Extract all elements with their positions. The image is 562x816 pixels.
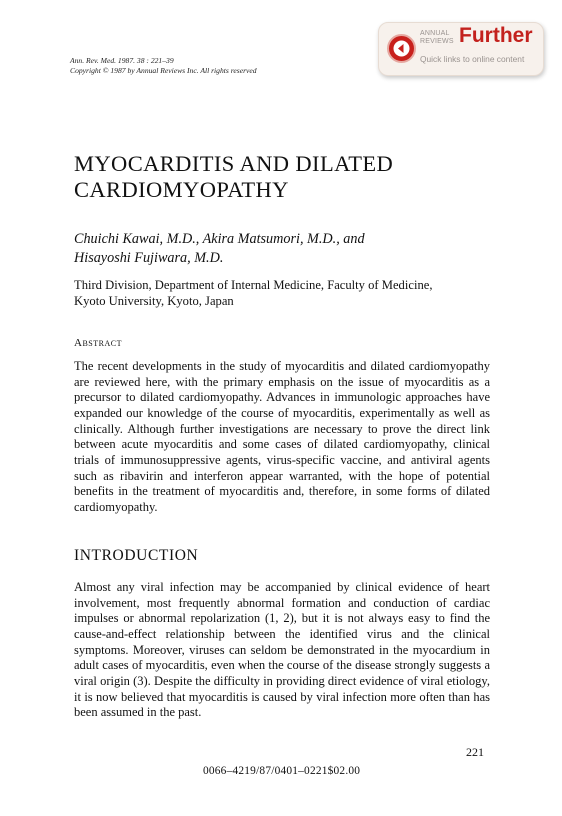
badge-annual-reviews-label bbox=[420, 30, 454, 45]
affiliation bbox=[74, 277, 494, 309]
badge-reviews-text: REVIEWS bbox=[420, 37, 454, 45]
badge-further-label: Further bbox=[459, 24, 533, 47]
authors-line-1: Chuichi Kawai, M.D., Akira Matsumori, M.D., and bbox=[74, 231, 365, 247]
badge-subtitle: Quick links to online content bbox=[420, 54, 525, 64]
citation-line-1: Ann. Rev. Med. 1987. 38 : 221–39 bbox=[70, 56, 174, 65]
play-arrow-icon bbox=[387, 34, 416, 63]
introduction-text: Almost any viral infection may be accompanied by clinical evidence of heart involvement, most frequently abnormal formation and conduction of cardiac impulses or abnormal repolarization (1, 2), but it is not always easy to find the cause-and-effect relationship between the identified virus and the clinical symptoms. Moreover, viruses can seldom be demonstrated in the myocardium in adult cases of myocarditis, even when the course of the disease strongly suggests a viral origin (3). Despite the difficulty in providing direct evidence of viral etiology, it is now believed that myocarditis is caused by viral infection more often than has been assumed in the past. bbox=[74, 580, 490, 720]
title-line-1: MYOCARDITIS AND DILATED bbox=[74, 151, 394, 176]
abstract-text: The recent developments in the study of myocarditis and dilated cardiomyopathy are reviewed here, with the primary emphasis on the issue of myocarditis as a precursor to dilated cardiomyopathy. Advances in immunologic approaches have expanded our knowledge of the course of myocarditis, experimentally as well as clinically. Although further investigations are necessary to prove the direct link between acute myocarditis and some cases of dilated cardiomyopathy, clinical trials of immunosuppressive agents, virus-specific vaccine, and antiviral agents such as ribavirin and interferon appear warranted, with the hope of potential benefits in the treatment of myocarditis and, therefore, in some forms of dilated cardiomyopathy. bbox=[74, 359, 490, 514]
introduction-heading: INTRODUCTION bbox=[74, 547, 199, 564]
title-line-2: CARDIOMYOPATHY bbox=[74, 177, 289, 202]
citation-line-2: Copyright © 1987 by Annual Reviews Inc. All rights reserved bbox=[70, 65, 257, 75]
affiliation-line-2: Kyoto University, Kyoto, Japan bbox=[74, 294, 234, 308]
authors-line-2: Hisayoshi Fujiwara, M.D. bbox=[74, 250, 224, 266]
annual-reviews-further-badge[interactable] bbox=[378, 22, 544, 76]
page-number: 221 bbox=[466, 745, 484, 759]
abstract-heading: Abstract bbox=[74, 337, 122, 349]
article-title bbox=[74, 151, 494, 203]
journal-citation bbox=[70, 56, 257, 75]
author-list bbox=[74, 230, 494, 268]
affiliation-line-1: Third Division, Department of Internal Medicine, Faculty of Medicine, bbox=[74, 278, 433, 292]
badge-annual-text: ANNUAL bbox=[420, 30, 450, 37]
article-code: 0066–4219/87/0401–0221$02.00 bbox=[203, 765, 361, 777]
